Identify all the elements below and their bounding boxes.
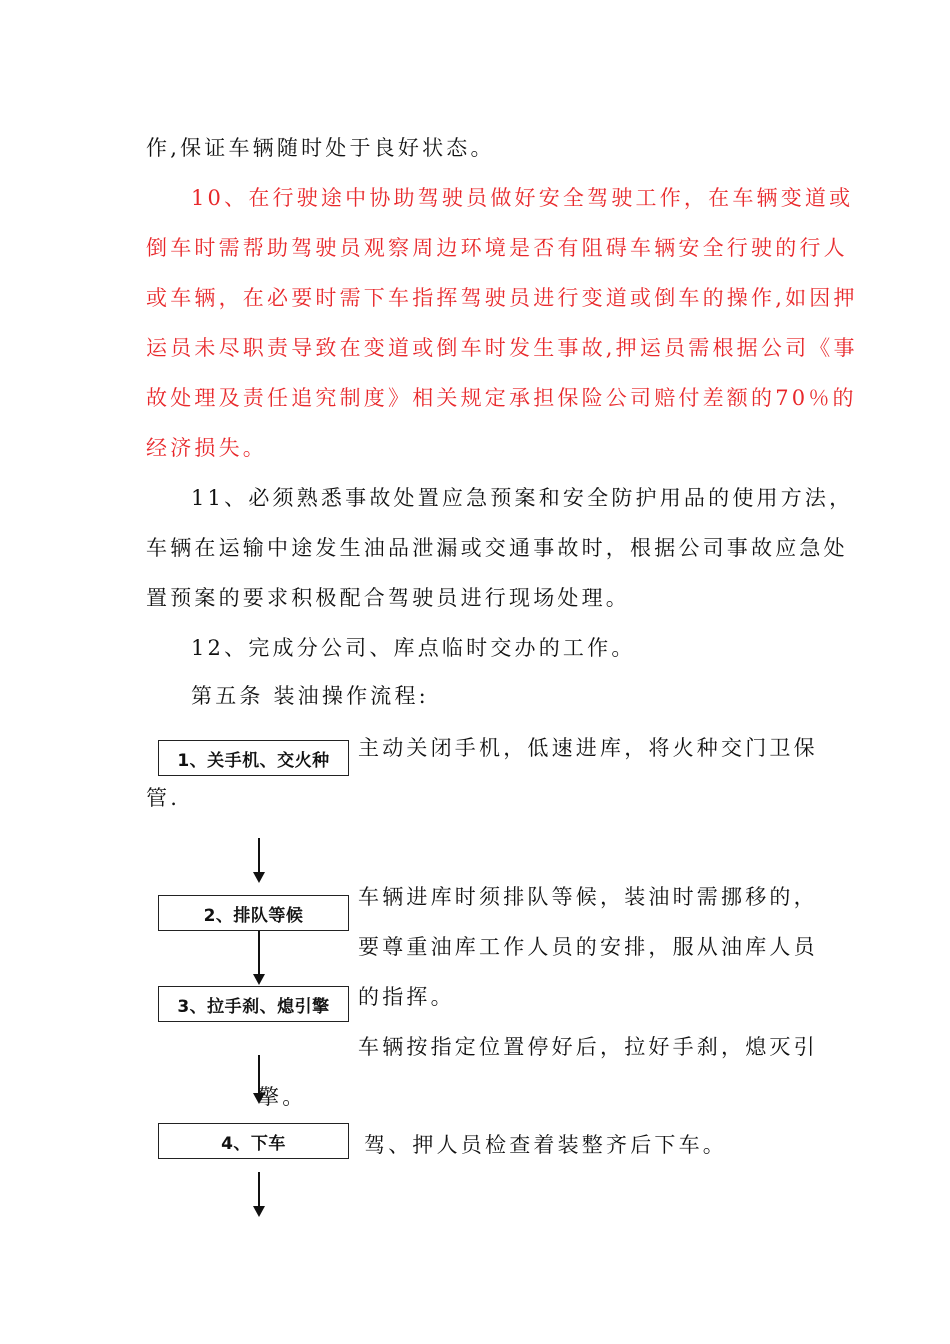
flow-step-3-note-2: 擎。	[258, 1085, 307, 1109]
clause-10-line-5: 故处理及责任追究制度》相关规定承担保险公司赔付差额的70％的	[146, 386, 857, 410]
flow-step-1-note-cont: 管.	[146, 786, 181, 810]
flow-step-4-note: 驾、押人员检查着装整齐后下车。	[364, 1133, 727, 1157]
clause-10-line-4: 运员未尽职责导致在变道或倒车时发生事故,押运员需根据公司《事	[146, 336, 858, 360]
arrow-down-icon	[253, 974, 265, 985]
clause-11-line-2: 车辆在运输中途发生油品泄漏或交通事故时，根据公司事故应急处	[146, 536, 848, 560]
paragraph-continuation: 作,保证车辆随时处于良好状态。	[146, 136, 495, 160]
clause-10-line-6: 经济损失。	[146, 436, 267, 460]
flow-step-4-box: 4、下车	[158, 1123, 349, 1159]
clause-11-line-1: 11、必须熟悉事故处置应急预案和安全防护用品的使用方法，	[191, 486, 854, 510]
article-5-heading: 第五条 装油操作流程:	[191, 684, 429, 708]
clause-10-line-3: 或车辆，在必要时需下车指挥驾驶员进行变道或倒车的操作,如因押	[146, 286, 858, 310]
arrow-down-icon	[253, 1206, 265, 1217]
flow-step-3-box: 3、拉手刹、熄引擎	[158, 986, 349, 1022]
clause-10-line-1: 10、在行驶途中协助驾驶员做好安全驾驶工作，在车辆变道或	[191, 186, 854, 210]
clause-11-line-3: 置预案的要求积极配合驾驶员进行现场处理。	[146, 586, 630, 610]
clause-12-line-1: 12、完成分公司、库点临时交办的工作。	[191, 636, 636, 660]
flow-connector-2	[258, 931, 260, 975]
flow-connector-4	[258, 1172, 260, 1208]
clause-10-line-2: 倒车时需帮助驾驶员观察周边环境是否有阻碍车辆安全行驶的行人	[146, 236, 848, 260]
flow-connector-1	[258, 838, 260, 874]
flow-step-1-box: 1、关手机、交火种	[158, 740, 349, 776]
flow-step-2-note-1: 车辆进库时须排队等候，装油时需挪移的，	[358, 885, 818, 909]
flow-step-3-note-1: 车辆按指定位置停好后，拉好手刹，熄灭引	[358, 1035, 818, 1059]
flow-step-1-note: 主动关闭手机，低速进库，将火种交门卫保	[358, 736, 818, 760]
flow-step-2-note-2: 要尊重油库工作人员的安排，服从油库人员	[358, 935, 818, 959]
flow-step-2-note-3: 的指挥。	[358, 985, 455, 1009]
flow-step-2-box: 2、排队等候	[158, 895, 349, 931]
arrow-down-icon	[253, 872, 265, 883]
